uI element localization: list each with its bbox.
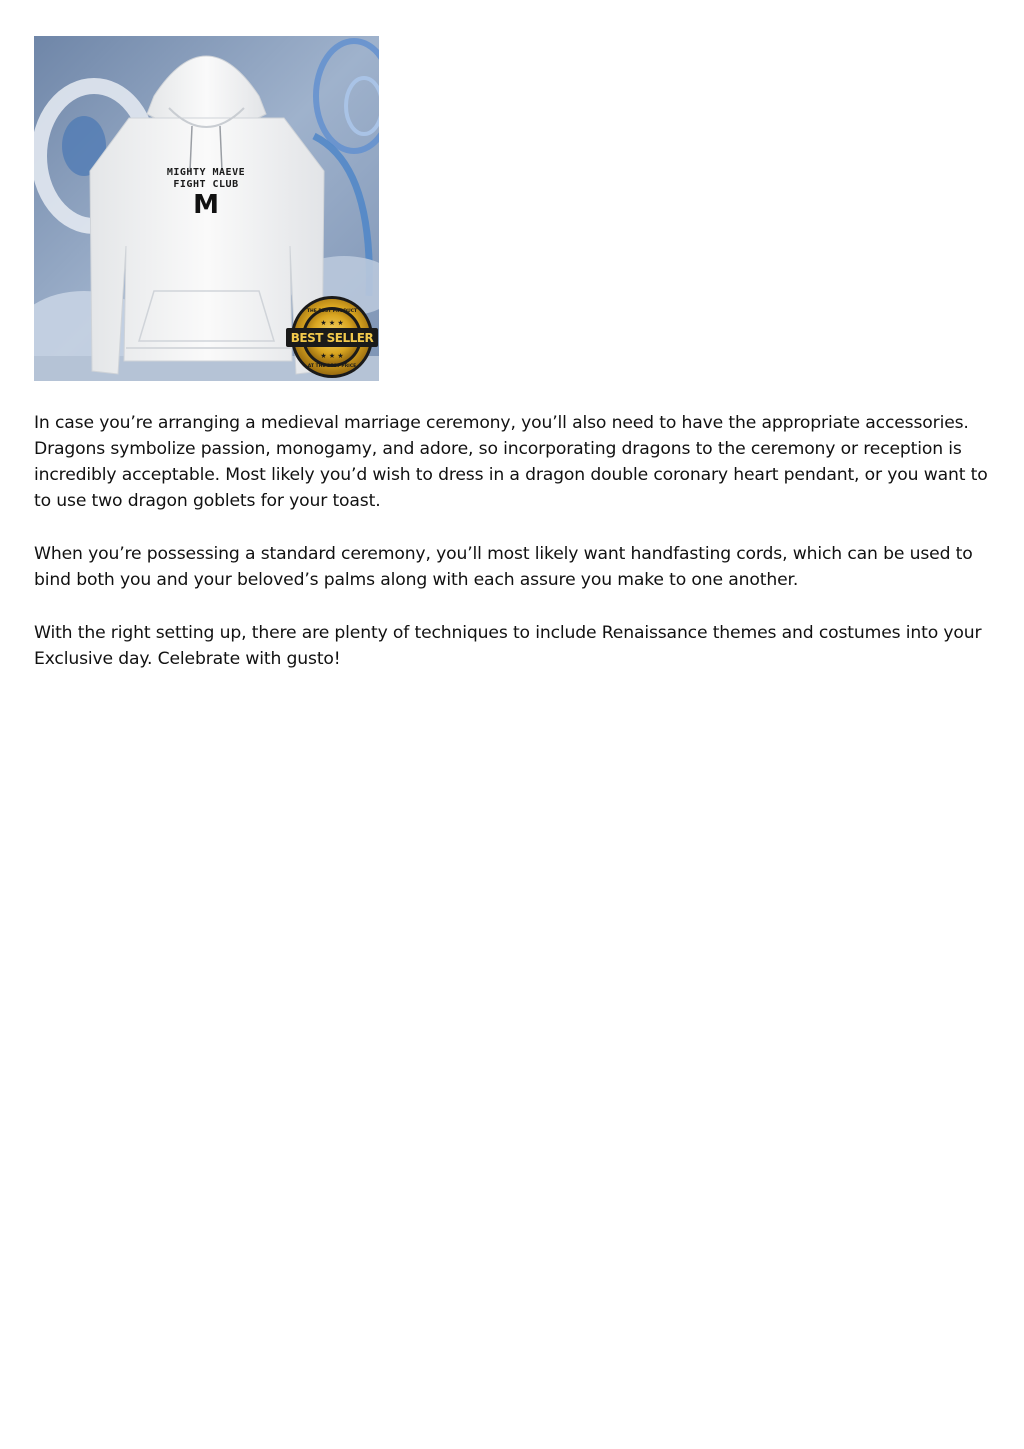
badge-top-label: THE BEST PRODUCT: [306, 309, 358, 314]
article-paragraph-1: In case you’re arranging a medieval marriage ceremony, you’ll also need to have the appropriate accessories. Dragons symbolize passion, monogamy, and adore, so incorporating dragons to the ceremony or reception is incredibly acceptable. Most likely you’d wish to dress in a dragon double coronary heart pendant, or you want to to use two dragon goblets for your toast.: [34, 413, 988, 511]
article-paragraph-3: With the right setting up, there are plenty of techniques to include Renaissance themes and costumes into your Exclusive day. Celebrate with gusto!: [34, 623, 982, 669]
badge-star-icon: ★ ★ ★: [320, 319, 344, 327]
product-image: [34, 36, 379, 381]
hoodie-print-line-1: MIGHTY MAEVE: [166, 167, 246, 178]
badge-bottom-label: AT THE BEST PRICE: [307, 364, 357, 369]
hoodie-print-line-2: FIGHT CLUB: [173, 179, 239, 190]
article-paragraph-2: When you’re possessing a standard ceremony, you’ll most likely want handfasting cords, which can be used to bind both you and your beloved’s palms along with each assure you make to one another.: [34, 544, 973, 590]
hoodie-print-logo: M: [193, 190, 219, 220]
badge-star-icon-bottom: ★ ★ ★: [320, 352, 344, 360]
badge-main-label: BEST SELLER: [290, 331, 374, 345]
article-body: [34, 410, 994, 699]
